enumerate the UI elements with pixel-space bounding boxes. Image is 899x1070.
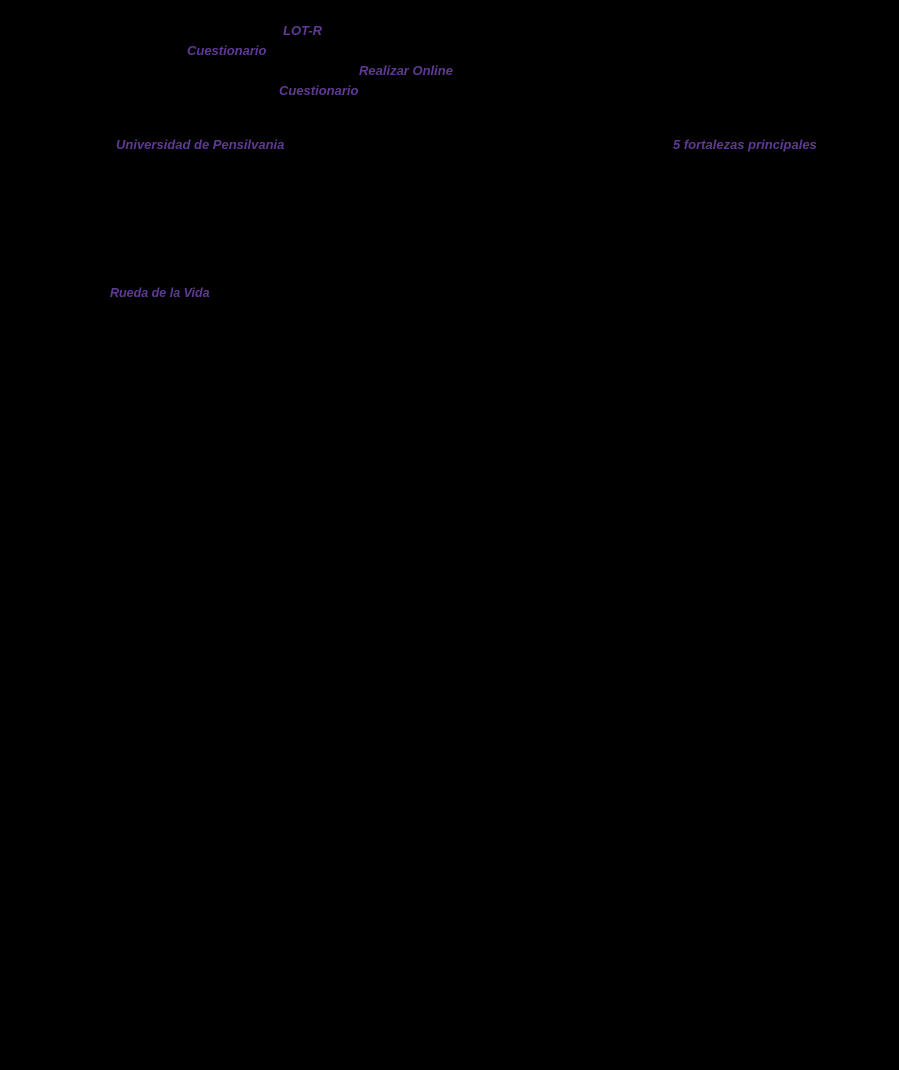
link-lot-r[interactable]: LOT-R [283, 23, 322, 38]
link-universidad-de-pensilvania[interactable]: Universidad de Pensilvania [116, 137, 285, 152]
link-5-fortalezas-principales[interactable]: 5 fortalezas principales [673, 137, 817, 152]
link-rueda-de-la-vida[interactable]: Rueda de la Vida [110, 286, 210, 300]
link-cuestionario-2[interactable]: Cuestionario [279, 83, 359, 98]
link-cuestionario-1[interactable]: Cuestionario [187, 43, 267, 58]
link-realizar-online[interactable]: Realizar Online [359, 63, 453, 78]
